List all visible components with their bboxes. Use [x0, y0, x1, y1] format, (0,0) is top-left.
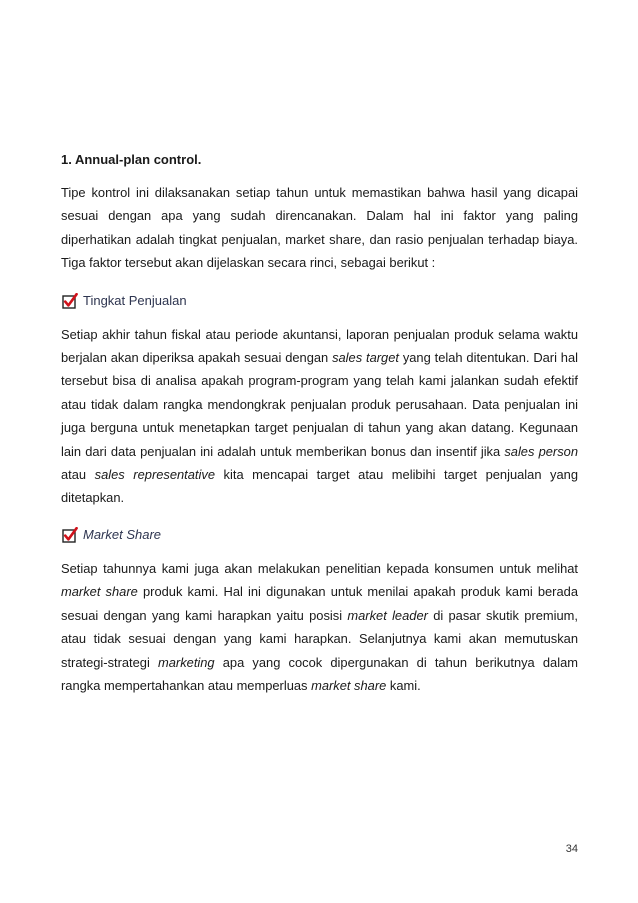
- emphasis-text: market share: [61, 584, 138, 600]
- checkbox-checked-icon: [62, 527, 77, 542]
- section-heading: 1. Annual-plan control.: [61, 152, 202, 167]
- tingkat-penjualan-paragraph: Setiap akhir tahun fiskal atau periode akuntansi, laporan penjualan produk selama waktu berjalan akan diperiksa apakah sesuai dengan sales target yang telah ditentukan. Dari hal tersebut bisa di analisa apakah program-program yang telah kami jalankan sudah efektif atau tidak dalam rangka mendongkrak penjualan produk perusahaan. Data penjualan ini juga berguna untuk menetapkan target penjualan di tahun yang akan datang. Kegunaan lain dari data penjualan ini adalah untuk memberikan bonus dan insentif jika sales person atau sales representative kita mencapai target atau melibihi target penjualan yang ditetapkan.: [61, 326, 579, 506]
- subsection-header-tingkat-penjualan: [61, 289, 578, 313]
- market-share-paragraph: Setiap tahunnya kami juga akan melakukan penelitian kepada konsumen untuk melihat market share produk kami. Hal ini digunakan untuk menilai apakah produk kami berada sesuai dengan yang kami harapkan yaitu posisi market leader di pasar skutik premium, atau tidak sesuai dengan yang kami harapkan. Selanjutnya kami akan memutuskan strategi-strategi marketing apa yang cocok dipergunakan di tahun berikutnya dalam rangka mempertahankan atau memperluas market share kami.: [61, 560, 578, 693]
- emphasis-text: market share: [311, 677, 387, 693]
- subsection-title: Market Share: [83, 526, 162, 542]
- emphasis-text: sales person: [504, 443, 578, 459]
- emphasis-text: sales target: [332, 350, 399, 366]
- emphasis-text: marketing: [158, 654, 215, 670]
- page-number: 34: [565, 843, 578, 855]
- emphasis-text: market leader: [347, 607, 428, 623]
- subsection-title: Tingkat Penjualan: [83, 292, 187, 308]
- subsection-header-market-share: [61, 523, 578, 547]
- intro-paragraph: Tipe kontrol ini dilaksanakan setiap tahun untuk memastikan bahwa hasil yang dicapai sesuai dengan apa yang sudah direncanakan. Dalam hal ini faktor yang paling diperhatikan adalah tingkat penjualan, market share, dan rasio penjualan terhadap biaya. Tiga faktor tersebut akan dijelaskan secara rinci, sebagai berikut :: [61, 185, 578, 271]
- checkbox-checked-icon: [62, 293, 77, 308]
- page-content: [61, 150, 578, 697]
- emphasis-text: sales representative: [94, 467, 215, 483]
